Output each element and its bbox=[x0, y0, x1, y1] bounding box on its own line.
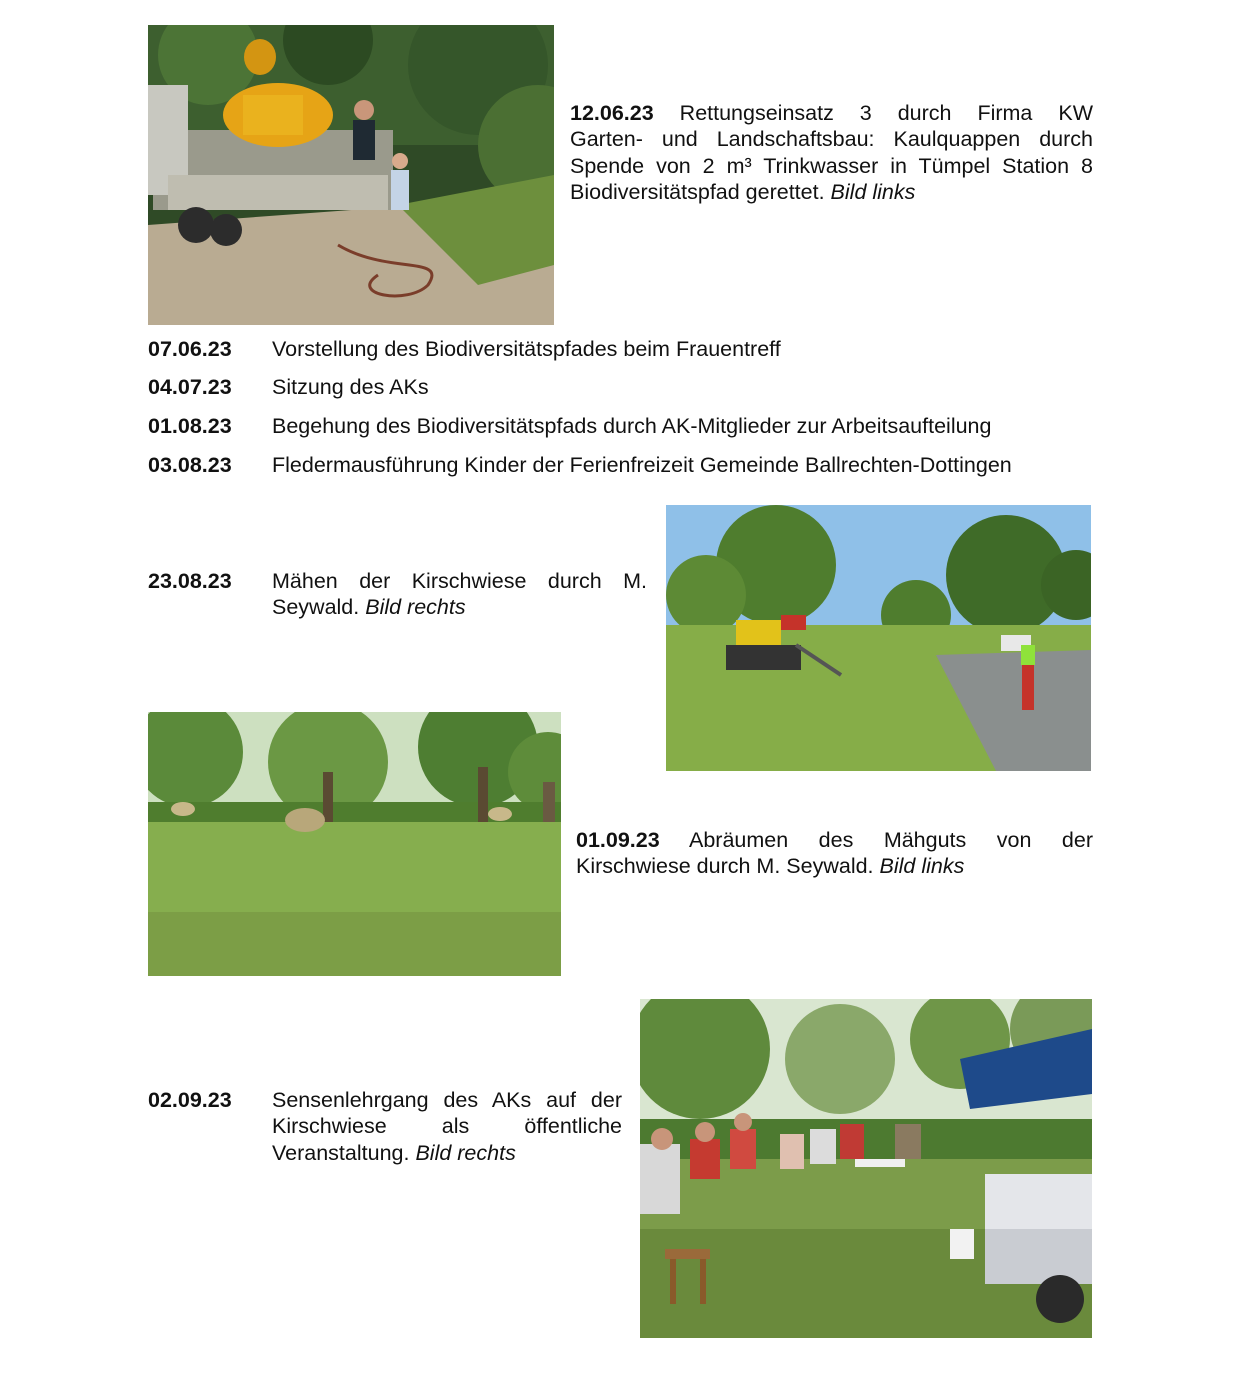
entry-text: Veranstaltung. bbox=[272, 1140, 410, 1165]
entry-text: Mähen der Kirschwiese durch M. bbox=[272, 569, 647, 593]
entry-date: 23.08.23 bbox=[148, 569, 232, 593]
list-text: Sitzung des AKs bbox=[272, 375, 429, 399]
list-text: Begehung des Biodiversitätspfads durch AK-Mitglieder zur Arbeitsaufteilung bbox=[272, 414, 992, 438]
list-text: Fledermausführung Kinder der Ferienfreizeit Gemeinde Ballrechten-Dottingen bbox=[272, 453, 1012, 477]
entry-text: Kirschwiese durch M. Seywald. bbox=[576, 854, 874, 879]
image-reference: Bild rechts bbox=[365, 595, 466, 620]
entry-text: Rettungseinsatz 3 durch Firma KW bbox=[679, 101, 1093, 125]
photo-scythe-course bbox=[640, 999, 1092, 1338]
entry-text: Garten- und Landschaftsbau: Kaulquappen durch bbox=[570, 127, 1093, 152]
photo-water-truck bbox=[148, 25, 554, 325]
entry-02-09-23 bbox=[272, 1087, 622, 1166]
entry-date: 01.09.23 bbox=[576, 828, 660, 852]
entry-date: 12.06.23 bbox=[570, 101, 654, 125]
photo-cherry-meadow-bales bbox=[148, 712, 561, 976]
list-date: 04.07.23 bbox=[148, 375, 232, 399]
entry-text: Abräumen des Mähguts von der bbox=[689, 828, 1093, 852]
entry-12-06-23 bbox=[570, 100, 1093, 205]
entry-01-09-23 bbox=[576, 827, 1093, 880]
entry-text: Sensenlehrgang des AKs auf der bbox=[272, 1088, 622, 1112]
list-date: 03.08.23 bbox=[148, 453, 232, 477]
list-date: 07.06.23 bbox=[148, 337, 232, 361]
entry-text: Seywald. bbox=[272, 595, 360, 620]
list-date: 01.08.23 bbox=[148, 414, 232, 438]
entry-text: Kirschwiese als öffentliche bbox=[272, 1114, 622, 1139]
list-text: Vorstellung des Biodiversitätspfades beim Frauentreff bbox=[272, 337, 781, 361]
image-reference: Bild links bbox=[879, 854, 965, 879]
entry-date: 02.09.23 bbox=[148, 1088, 232, 1112]
photo-mowing-machine bbox=[666, 505, 1091, 771]
entry-text: Spende von 2 m³ Trinkwasser in Tümpel Station 8 bbox=[570, 153, 1093, 178]
entry-text: Biodiversitätspfad gerettet. bbox=[570, 179, 825, 204]
entry-23-08-23 bbox=[272, 568, 647, 621]
image-reference: Bild links bbox=[830, 179, 916, 204]
image-reference: Bild rechts bbox=[415, 1140, 516, 1165]
